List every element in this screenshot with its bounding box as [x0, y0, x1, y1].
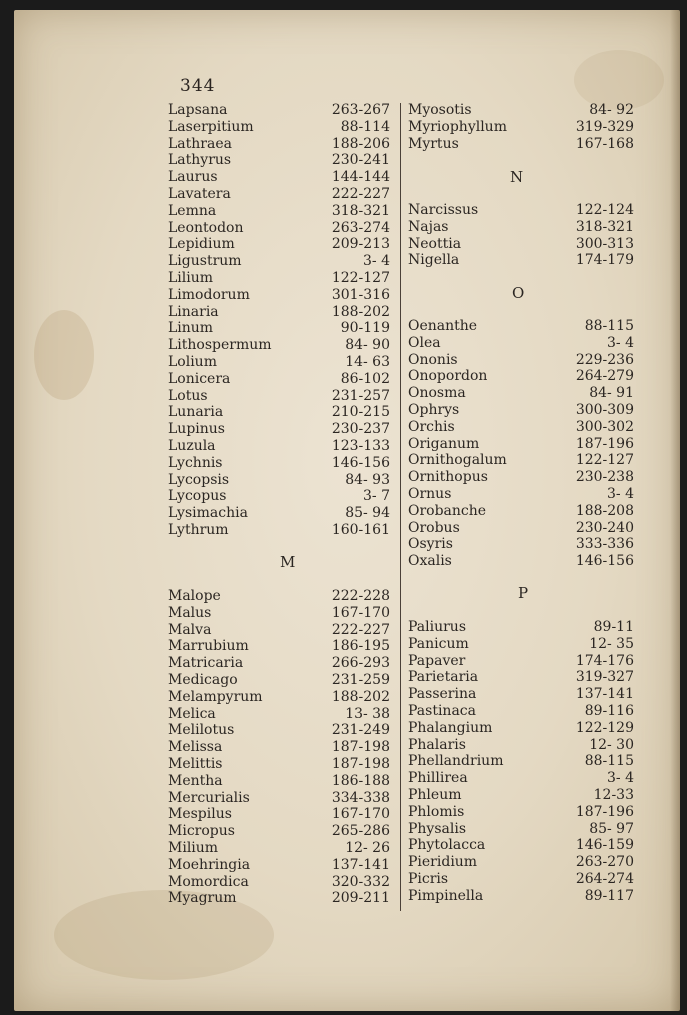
index-entry	[408, 318, 638, 335]
entry-name: Lychnis	[168, 454, 223, 471]
entry-pages: 187-198	[331, 756, 390, 772]
entry-name: Phalangium	[408, 719, 493, 736]
entry-pages: 146-156	[575, 553, 634, 570]
index-entry	[168, 102, 396, 119]
index-entry	[168, 438, 396, 455]
entry-name: Luzula	[168, 438, 216, 454]
entry-pages: 167-170	[331, 604, 390, 621]
index-entry	[408, 503, 638, 520]
entry-name: Matricaria	[168, 655, 244, 672]
entry-name: Ononis	[408, 351, 458, 368]
index-entry	[168, 622, 396, 639]
paper-stain	[574, 50, 664, 110]
index-entry	[408, 469, 638, 486]
entry-pages: 231-257	[331, 387, 390, 404]
index-entry	[168, 220, 396, 237]
index-entry	[408, 787, 638, 804]
entry-name: Physalis	[408, 820, 467, 837]
index-entry	[408, 236, 638, 253]
entry-name: Lepidium	[168, 236, 235, 253]
section-letter: M	[280, 553, 296, 571]
entry-pages: 174-179	[575, 252, 634, 269]
entry-name: Papaver	[408, 652, 466, 669]
entry-name: Lotus	[168, 387, 208, 404]
entry-pages: 84- 90	[345, 337, 390, 354]
index-entry	[408, 352, 638, 369]
entry-name: Ligustrum	[168, 253, 242, 270]
entry-pages: 263-270	[575, 854, 634, 871]
entry-pages: 90-119	[340, 320, 390, 337]
entry-name: Medicago	[168, 672, 238, 688]
entry-pages: 188-206	[331, 135, 390, 152]
index-entry	[168, 790, 396, 807]
entry-pages: 264-279	[575, 368, 634, 385]
entry-pages: 188-208	[575, 502, 634, 519]
entry-pages: 187-198	[331, 739, 390, 756]
index-entry	[168, 823, 396, 840]
entry-name: Lilium	[168, 270, 214, 286]
entry-name: Onopordon	[408, 368, 488, 385]
entry-name: Phillirea	[408, 770, 468, 787]
entry-pages: 320-332	[331, 873, 390, 890]
section-letter: P	[518, 584, 529, 602]
index-entry	[408, 821, 638, 838]
entry-name: Orobanche	[408, 502, 487, 519]
entry-name: Neottia	[408, 235, 462, 252]
entry-name: Phleum	[408, 787, 462, 803]
entry-name: Phalaris	[408, 736, 466, 753]
entry-name: Pastinaca	[408, 703, 476, 719]
entry-pages: 222-227	[331, 621, 390, 638]
entry-pages: 210-215	[331, 404, 390, 421]
entry-name: Pieridium	[408, 854, 478, 871]
entry-name: Ornithopus	[408, 469, 488, 486]
index-entry	[408, 871, 638, 888]
entry-pages: 265-286	[331, 823, 390, 840]
entry-name: Ophrys	[408, 402, 460, 418]
entry-name: Nigella	[408, 252, 460, 269]
entry-pages: 188-202	[331, 688, 390, 705]
entry-name: Laurus	[168, 169, 218, 186]
entry-pages: 222-227	[331, 186, 390, 202]
entry-name: Lysimachia	[168, 505, 248, 522]
index-entry	[168, 304, 396, 321]
entry-name: Melilotus	[168, 722, 235, 739]
entry-pages: 333-336	[575, 536, 634, 553]
section-letter: O	[512, 284, 525, 302]
index-entry	[408, 770, 638, 787]
entry-pages: 86-102	[340, 370, 390, 387]
index-entry	[168, 806, 396, 823]
entry-pages: 167-168	[575, 135, 634, 152]
index-entry	[168, 857, 396, 874]
entry-name: Lycopsis	[168, 471, 230, 488]
index-entry	[168, 404, 396, 421]
entry-pages: 3- 4	[607, 770, 634, 787]
entry-name: Lolium	[168, 354, 217, 370]
entry-pages: 88-115	[584, 318, 634, 334]
page-number: 344	[180, 76, 216, 96]
entry-name: Narcissus	[408, 202, 479, 218]
entry-name: Mespilus	[168, 806, 232, 823]
entry-pages: 230-238	[575, 469, 634, 486]
entry-pages: 3- 4	[607, 486, 634, 502]
index-entry	[408, 737, 638, 754]
index-entry	[408, 385, 638, 402]
entry-pages: 3- 7	[363, 488, 390, 505]
entry-pages: 263-267	[331, 102, 390, 118]
entry-pages: 263-274	[331, 219, 390, 236]
entry-pages: 3- 4	[363, 253, 390, 270]
entry-name: Melampyrum	[168, 688, 263, 705]
entry-pages: 186-195	[331, 638, 390, 655]
entry-name: Oxalis	[408, 553, 452, 570]
entry-pages: 122-127	[575, 452, 634, 469]
index-entry	[168, 421, 396, 438]
entry-pages: 167-170	[331, 806, 390, 823]
index-entry	[168, 605, 396, 622]
entry-name: Mercurialis	[168, 789, 250, 806]
index-entry	[408, 102, 638, 119]
entry-name: Myosotis	[408, 102, 472, 118]
entry-pages: 209-213	[331, 236, 390, 253]
entry-name: Phytolacca	[408, 837, 486, 854]
entry-pages: 266-293	[331, 655, 390, 672]
index-entry	[168, 655, 396, 672]
index-entry	[408, 536, 638, 553]
entry-pages: 186-188	[331, 772, 390, 789]
index-entry	[408, 119, 638, 136]
index-entry	[408, 452, 638, 469]
index-entry	[408, 486, 638, 503]
entry-name: Lathraea	[168, 135, 232, 152]
index-entry	[408, 703, 638, 720]
entry-name: Picris	[408, 871, 449, 887]
index-entry	[168, 169, 396, 186]
entry-name: Lonicera	[168, 370, 231, 387]
index-entry	[168, 588, 396, 605]
entry-pages: 230-240	[575, 519, 634, 536]
index-entry	[168, 890, 396, 907]
entry-pages: 300-302	[575, 418, 634, 435]
index-entry	[408, 753, 638, 770]
index-entry	[168, 287, 396, 304]
index-entry	[408, 653, 638, 670]
entry-pages: 84- 92	[589, 102, 634, 118]
index-entry	[408, 888, 638, 905]
entry-pages: 137-141	[575, 686, 634, 703]
index-entry	[168, 203, 396, 220]
entry-name: Malope	[168, 588, 221, 604]
entry-name: Phlomis	[408, 803, 465, 820]
index-entry	[168, 152, 396, 169]
index-entry	[408, 419, 638, 436]
index-entry	[168, 840, 396, 857]
entry-pages: 264-274	[575, 871, 634, 887]
entry-name: Linum	[168, 320, 214, 337]
index-entry	[408, 252, 638, 269]
entry-name: Milium	[168, 840, 219, 856]
entry-name: Passerina	[408, 686, 477, 703]
index-entry	[168, 488, 396, 505]
entry-name: Laserpitium	[168, 118, 254, 135]
entry-name: Najas	[408, 218, 449, 235]
index-entry	[408, 804, 638, 821]
index-entry	[168, 722, 396, 739]
entry-pages: 300-313	[575, 235, 634, 252]
entry-pages: 187-196	[575, 435, 634, 452]
entry-name: Melica	[168, 705, 216, 722]
entry-name: Myriophyllum	[408, 118, 507, 135]
entry-name: Lupinus	[168, 421, 225, 438]
entry-pages: 209-211	[331, 890, 390, 907]
index-entry	[168, 773, 396, 790]
entry-pages: 12- 30	[589, 736, 634, 753]
entry-name: Origanum	[408, 435, 480, 452]
entry-pages: 334-338	[331, 789, 390, 806]
entry-pages: 146-159	[575, 837, 634, 854]
entry-pages: 144-144	[331, 169, 390, 186]
entry-name: Malva	[168, 621, 212, 638]
entry-name: Lunaria	[168, 404, 224, 421]
entry-pages: 231-249	[331, 722, 390, 739]
entry-pages: 229-236	[575, 351, 634, 368]
index-entry	[168, 689, 396, 706]
entry-name: Onosma	[408, 385, 466, 402]
entry-name: Momordica	[168, 873, 249, 890]
entry-pages: 230-241	[331, 152, 390, 169]
entry-name: Malus	[168, 604, 212, 621]
entry-name: Moehringia	[168, 856, 251, 873]
index-entry	[408, 636, 638, 653]
entry-pages: 89-117	[584, 887, 634, 904]
entry-name: Lavatera	[168, 186, 231, 202]
index-entry	[168, 270, 396, 287]
entry-pages: 3- 4	[607, 334, 634, 351]
index-entry	[168, 388, 396, 405]
index-entry	[168, 337, 396, 354]
index-entry	[168, 706, 396, 723]
index-entry	[408, 553, 638, 570]
entry-name: Oenanthe	[408, 318, 478, 334]
entry-name: Lathyrus	[168, 152, 232, 169]
entry-pages: 122-129	[575, 719, 634, 736]
entry-pages: 88-115	[584, 753, 634, 770]
entry-pages: 301-316	[331, 286, 390, 303]
entry-name: Ornus	[408, 486, 452, 502]
index-entry	[168, 320, 396, 337]
entry-name: Ornithogalum	[408, 452, 507, 469]
entry-pages: 174-176	[575, 652, 634, 669]
entry-name: Lythrum	[168, 522, 229, 538]
index-entry	[408, 854, 638, 871]
index-entry	[168, 236, 396, 253]
entry-name: Myrtus	[408, 135, 459, 152]
entry-pages: 231-259	[331, 672, 390, 688]
entry-pages: 85- 94	[345, 505, 390, 522]
entry-pages: 300-309	[575, 402, 634, 418]
entry-pages: 88-114	[340, 118, 390, 135]
index-entry	[408, 686, 638, 703]
entry-name: Olea	[408, 334, 441, 351]
index-entry	[408, 669, 638, 686]
index-entry	[408, 520, 638, 537]
index-entry	[168, 638, 396, 655]
entry-pages: 122-127	[331, 270, 390, 286]
entry-pages: 318-321	[331, 202, 390, 219]
index-entry	[408, 368, 638, 385]
entry-name: Myagrum	[168, 890, 237, 907]
entry-name: Pimpinella	[408, 887, 484, 904]
column-divider	[400, 103, 401, 911]
entry-pages: 89-116	[584, 703, 634, 719]
entry-pages: 318-321	[575, 218, 634, 235]
entry-name: Mentha	[168, 772, 223, 789]
index-entry	[168, 672, 396, 689]
entry-name: Melissa	[168, 739, 223, 756]
index-entry	[168, 874, 396, 891]
index-entry	[168, 119, 396, 136]
entry-name: Lemna	[168, 202, 217, 219]
entry-name: Leontodon	[168, 219, 244, 236]
entry-pages: 230-237	[331, 421, 390, 438]
entry-pages: 84- 93	[345, 471, 390, 488]
entry-pages: 187-196	[575, 803, 634, 820]
entry-name: Paliurus	[408, 619, 467, 635]
entry-name: Orchis	[408, 418, 455, 435]
entry-pages: 85- 97	[589, 820, 634, 837]
entry-name: Linaria	[168, 303, 219, 320]
entry-pages: 188-202	[331, 303, 390, 320]
entry-name: Parietaria	[408, 669, 479, 686]
entry-pages: 14- 63	[345, 354, 390, 370]
entry-pages: 84- 91	[589, 385, 634, 402]
index-entry	[408, 219, 638, 236]
entry-pages: 123-133	[331, 438, 390, 454]
entry-name: Micropus	[168, 823, 235, 840]
entry-pages: 319-329	[575, 118, 634, 135]
index-entry	[168, 739, 396, 756]
index-entry	[408, 720, 638, 737]
index-entry	[168, 455, 396, 472]
index-entry	[168, 472, 396, 489]
entry-pages: 222-228	[331, 588, 390, 604]
index-entry	[408, 136, 638, 153]
index-entry	[168, 522, 396, 539]
entry-pages: 12- 26	[345, 840, 390, 856]
index-entry	[168, 505, 396, 522]
entry-pages: 146-156	[331, 454, 390, 471]
index-entry	[408, 837, 638, 854]
entry-name: Lapsana	[168, 102, 228, 118]
entry-pages: 89-11	[593, 619, 634, 635]
entry-pages: 137-141	[331, 856, 390, 873]
index-entry	[168, 186, 396, 203]
index-entry	[408, 335, 638, 352]
index-entry	[408, 436, 638, 453]
entry-name: Panicum	[408, 635, 469, 652]
entry-name: Orobus	[408, 519, 460, 536]
index-entry	[408, 619, 638, 636]
entry-pages: 319-327	[575, 669, 634, 686]
entry-pages: 122-124	[575, 202, 634, 218]
entry-pages: 13- 38	[345, 705, 390, 722]
entry-name: Lithospermum	[168, 337, 272, 354]
index-entry	[168, 371, 396, 388]
index-entry	[168, 136, 396, 153]
paper-stain	[34, 310, 94, 400]
entry-name: Marrubium	[168, 638, 249, 655]
index-entry	[168, 253, 396, 270]
entry-pages: 12-33	[593, 787, 634, 803]
section-letter: N	[510, 168, 524, 186]
entry-name: Lycopus	[168, 488, 227, 505]
index-entry	[168, 354, 396, 371]
entry-pages: 160-161	[331, 522, 390, 538]
entry-name: Limodorum	[168, 286, 250, 303]
entry-name: Phellandrium	[408, 753, 504, 770]
index-entry	[168, 756, 396, 773]
index-entry	[408, 202, 638, 219]
entry-pages: 12- 35	[589, 635, 634, 652]
index-entry	[408, 402, 638, 419]
entry-name: Osyris	[408, 536, 453, 553]
page-edge-shadow	[670, 10, 680, 1011]
entry-name: Melittis	[168, 756, 223, 772]
